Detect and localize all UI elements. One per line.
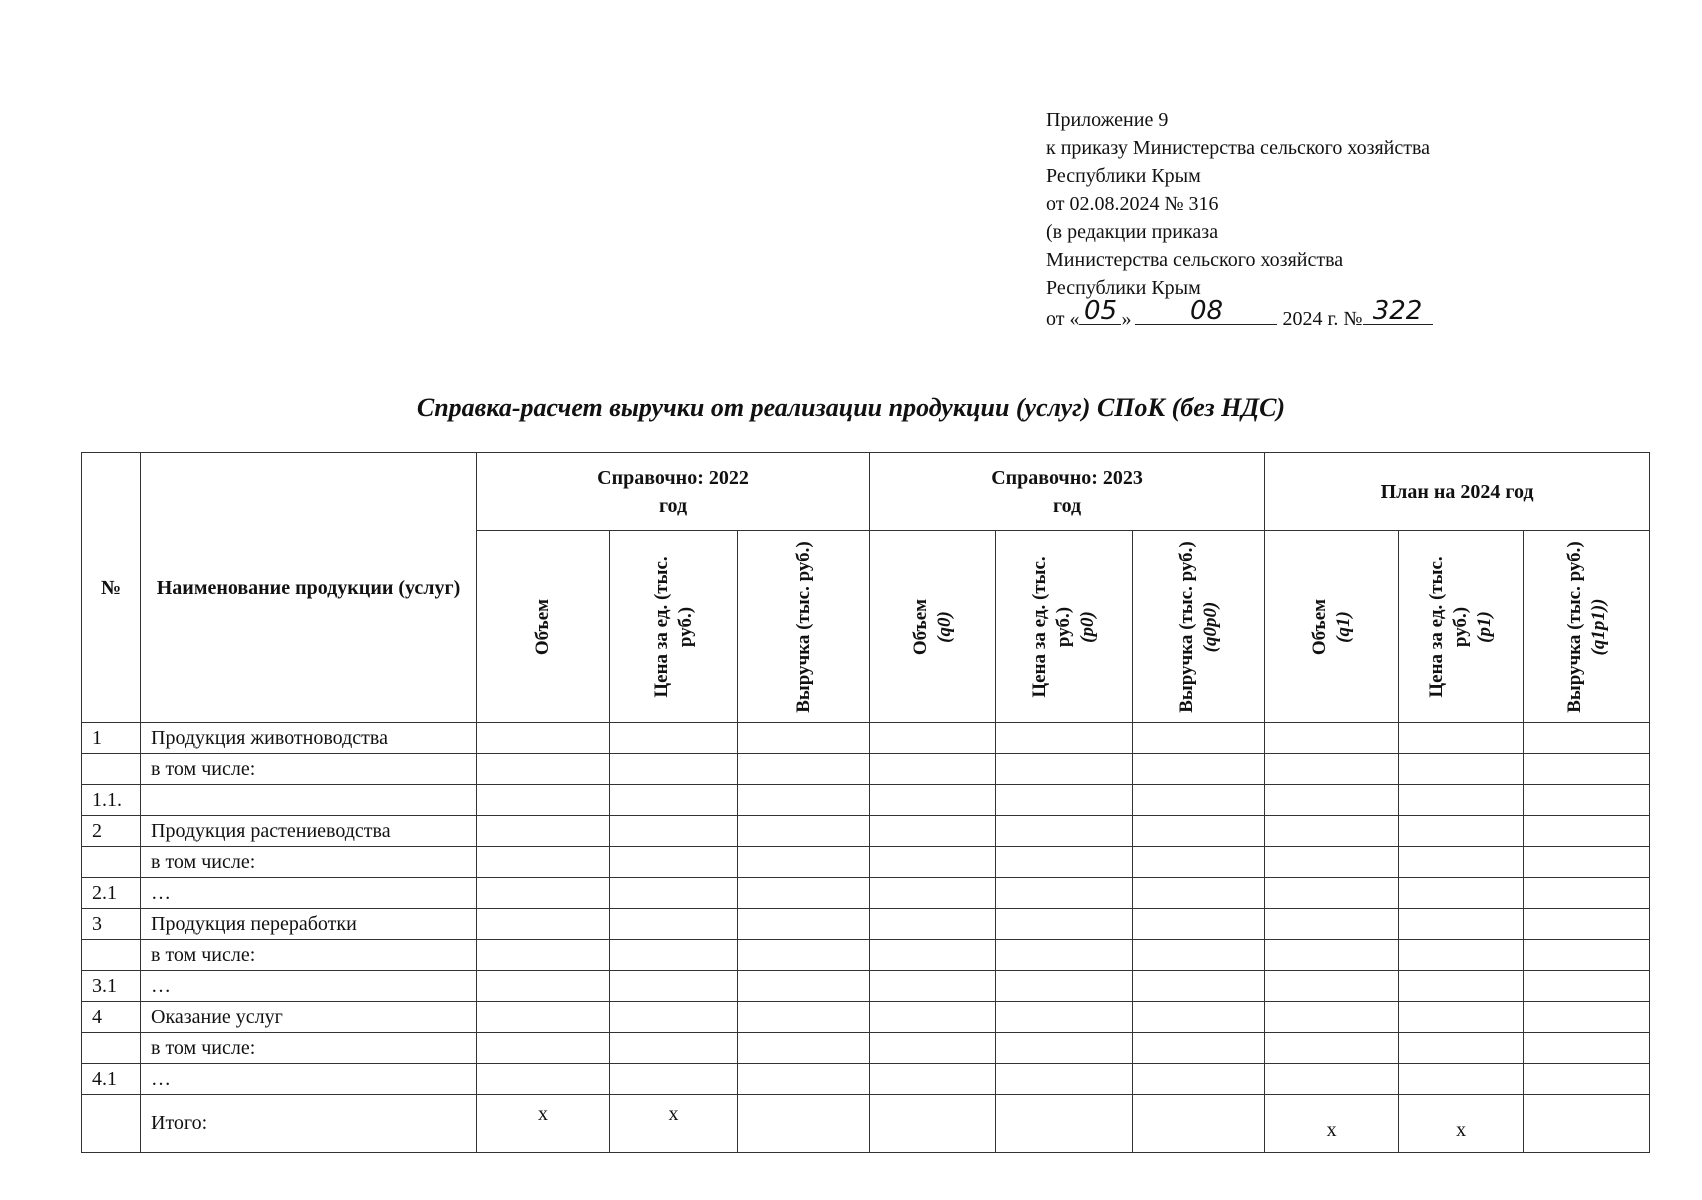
appendix-line: Министерства сельского хозяйства <box>1046 249 1344 271</box>
table-cell <box>870 940 996 971</box>
table-row <box>82 971 1650 1002</box>
subheader-cell <box>738 531 870 723</box>
total-number-cell <box>82 1095 141 1153</box>
row-name: в том числе: <box>141 847 477 878</box>
total-row <box>82 1095 1650 1153</box>
table-cell <box>477 940 610 971</box>
table-cell <box>738 723 870 754</box>
table-cell <box>477 816 610 847</box>
x-mark: х <box>477 1095 610 1153</box>
row-number: 2 <box>82 816 141 847</box>
group-header-2022: Справочно: 2022 год <box>477 453 870 531</box>
day-value: 05 <box>1083 296 1118 326</box>
table-cell <box>610 971 738 1002</box>
row-number: 4.1 <box>82 1064 141 1095</box>
table-cell <box>738 878 870 909</box>
subheader-volume-2022: Объем <box>532 598 553 655</box>
row-number: 1 <box>82 723 141 754</box>
table-cell <box>1524 1002 1650 1033</box>
table-cell <box>1399 723 1524 754</box>
date-year: 2024 г. № <box>1282 308 1363 330</box>
row-name: в том числе: <box>141 1033 477 1064</box>
x-mark: х <box>1265 1095 1399 1153</box>
row-number: 3 <box>82 909 141 940</box>
table-cell <box>738 816 870 847</box>
date-prefix: от « <box>1046 308 1080 330</box>
table-cell <box>1133 785 1265 816</box>
table-cell <box>1133 971 1265 1002</box>
handwritten-order-number <box>1363 296 1433 326</box>
row-number: 1.1. <box>82 785 141 816</box>
table-cell <box>1265 723 1399 754</box>
appendix-line: от 02.08.2024 № 316 <box>1046 193 1219 215</box>
symbol-p0: (p0) <box>1077 610 1099 643</box>
table-cell <box>610 1002 738 1033</box>
row-name: в том числе: <box>141 754 477 785</box>
table-cell <box>996 1095 1133 1153</box>
table-cell <box>1265 1033 1399 1064</box>
table-cell <box>1265 878 1399 909</box>
document-title: Справка-расчет выручки от реализации продукции (услуг) СПоК (без НДС) <box>416 393 1286 422</box>
table-cell <box>738 1064 870 1095</box>
table-cell <box>870 816 996 847</box>
table-cell <box>477 878 610 909</box>
handwritten-month <box>1135 296 1277 326</box>
table-cell <box>996 971 1133 1002</box>
symbol-q1p1: (q1p1)) <box>1587 598 1609 655</box>
table-cell <box>1399 940 1524 971</box>
table-row <box>82 723 1650 754</box>
table-cell <box>1399 847 1524 878</box>
table-cell <box>738 1095 870 1153</box>
table-cell <box>1524 723 1650 754</box>
subheader-cell <box>1265 531 1399 723</box>
table-row <box>82 785 1650 816</box>
table-cell <box>610 1064 738 1095</box>
table-cell <box>477 971 610 1002</box>
row-name: Продукция растениеводства <box>141 816 477 847</box>
table-cell <box>1524 1064 1650 1095</box>
table-cell <box>1265 909 1399 940</box>
table-cell <box>1524 940 1650 971</box>
row-name: в том числе: <box>141 940 477 971</box>
col-header-name: Наименование продукции (услуг) <box>141 453 477 723</box>
appendix-line: к приказу Министерства сельского хозяйства <box>1046 137 1431 159</box>
table-cell <box>996 785 1133 816</box>
table-cell <box>477 754 610 785</box>
table-cell <box>996 754 1133 785</box>
subheader-price-2023: Цена за ед. (тыс. руб.) <box>1029 555 1075 698</box>
subheader-cell <box>610 531 738 723</box>
table-cell <box>1265 1002 1399 1033</box>
subheader-price-2022: Цена за ед. (тыс. руб.) <box>650 555 696 698</box>
table-cell <box>1133 940 1265 971</box>
table-cell <box>870 1064 996 1095</box>
table-row <box>82 909 1650 940</box>
row-name: Продукция животноводства <box>141 723 477 754</box>
table-cell <box>1399 1033 1524 1064</box>
table-cell <box>870 1095 996 1153</box>
row-name: … <box>141 878 477 909</box>
order-date-line <box>1046 296 1606 333</box>
appendix-line: Республики Крым <box>1046 277 1201 299</box>
table-cell <box>1524 971 1650 1002</box>
table-cell <box>870 723 996 754</box>
table-cell <box>610 940 738 971</box>
table-cell <box>1265 971 1399 1002</box>
table-cell <box>610 785 738 816</box>
table-cell <box>996 1033 1133 1064</box>
table-cell <box>477 847 610 878</box>
table-cell <box>996 816 1133 847</box>
table-cell <box>1133 723 1265 754</box>
subheader-cell <box>1524 531 1650 723</box>
table-row <box>82 1033 1650 1064</box>
subheader-revenue-2023: Выручка (тыс. руб.) <box>1175 540 1197 713</box>
handwritten-day <box>1079 296 1121 326</box>
table-cell <box>477 909 610 940</box>
table-cell <box>996 940 1133 971</box>
month-value: 08 <box>1189 296 1224 326</box>
row-name: … <box>141 1064 477 1095</box>
table-row <box>82 878 1650 909</box>
table-cell <box>738 785 870 816</box>
table-row <box>82 1002 1650 1033</box>
table-cell <box>477 1064 610 1095</box>
table-cell <box>1133 1002 1265 1033</box>
header-row-groups <box>82 453 1650 531</box>
table-cell <box>1265 847 1399 878</box>
table-cell <box>1265 785 1399 816</box>
table-cell <box>738 940 870 971</box>
row-number: 3.1 <box>82 971 141 1002</box>
table-row <box>82 1064 1650 1095</box>
subheader-price-plan: Цена за ед. (тыс. руб.) <box>1426 555 1472 698</box>
table-cell <box>1265 940 1399 971</box>
table-cell <box>1265 816 1399 847</box>
table-cell <box>610 1033 738 1064</box>
table-cell <box>1133 1095 1265 1153</box>
subheader-cell <box>1133 531 1265 723</box>
subheader-revenue-2022: Выручка (тыс. руб.) <box>792 540 814 713</box>
table-cell <box>1399 785 1524 816</box>
table-row <box>82 754 1650 785</box>
row-number <box>82 940 141 971</box>
table-cell <box>738 971 870 1002</box>
table-cell <box>1399 1002 1524 1033</box>
row-number: 4 <box>82 1002 141 1033</box>
table-cell <box>738 909 870 940</box>
date-quote-close: » <box>1121 308 1132 330</box>
appendix-line: Республики Крым <box>1046 165 1201 187</box>
subheader-cell <box>477 531 610 723</box>
table-cell <box>870 785 996 816</box>
row-name <box>141 785 477 816</box>
table-cell <box>610 878 738 909</box>
subheader-volume-2023: Объем <box>909 598 931 655</box>
col-header-number: № <box>82 453 141 723</box>
table-cell <box>870 754 996 785</box>
table-cell <box>1399 754 1524 785</box>
table-cell <box>610 909 738 940</box>
table-cell <box>870 1002 996 1033</box>
subheader-cell <box>996 531 1133 723</box>
row-name: … <box>141 971 477 1002</box>
table-cell <box>738 754 870 785</box>
x-mark: х <box>1399 1095 1524 1153</box>
table-cell <box>996 1002 1133 1033</box>
table-cell <box>738 1002 870 1033</box>
table-cell <box>1524 1033 1650 1064</box>
table-cell <box>870 909 996 940</box>
symbol-q0p0: (q0p0) <box>1199 601 1221 652</box>
table-cell <box>1399 971 1524 1002</box>
appendix-line: Приложение 9 <box>1046 109 1169 131</box>
table-row <box>82 940 1650 971</box>
table-cell <box>870 847 996 878</box>
table-cell <box>1524 785 1650 816</box>
table-cell <box>1133 1064 1265 1095</box>
appendix-line: (в редакции приказа <box>1046 221 1219 243</box>
table-cell <box>477 785 610 816</box>
revenue-table <box>81 452 1650 1153</box>
row-number <box>82 1033 141 1064</box>
table-cell <box>996 1064 1133 1095</box>
subheader-cell <box>1399 531 1524 723</box>
table-cell <box>1265 1064 1399 1095</box>
table-cell <box>738 847 870 878</box>
table-cell <box>1524 1095 1650 1153</box>
table-cell <box>1524 754 1650 785</box>
row-number <box>82 754 141 785</box>
table-cell <box>1133 816 1265 847</box>
subheader-volume-plan: Объем <box>1308 598 1330 655</box>
table-cell <box>1524 909 1650 940</box>
group-header-2023: Справочно: 2023 год <box>870 453 1265 531</box>
table-cell <box>477 1033 610 1064</box>
symbol-q1: (q1) <box>1332 610 1354 643</box>
group-header-plan-2024: План на 2024 год <box>1265 453 1650 531</box>
row-name: Продукция переработки <box>141 909 477 940</box>
table-cell <box>1399 816 1524 847</box>
table-cell <box>1399 878 1524 909</box>
symbol-q0: (q0) <box>933 610 955 643</box>
table-cell <box>1399 909 1524 940</box>
table-cell <box>610 847 738 878</box>
table-cell <box>870 878 996 909</box>
table-cell <box>1524 847 1650 878</box>
appendix-block <box>1046 106 1606 333</box>
table-row <box>82 847 1650 878</box>
table-cell <box>996 723 1133 754</box>
subheader-revenue-plan: Выручка (тыс. руб.) <box>1563 540 1585 713</box>
table-cell <box>1399 1064 1524 1095</box>
table-cell <box>1133 909 1265 940</box>
table-cell <box>996 847 1133 878</box>
table-cell <box>477 723 610 754</box>
row-name: Оказание услуг <box>141 1002 477 1033</box>
table-cell <box>738 1033 870 1064</box>
row-number <box>82 847 141 878</box>
table-row <box>82 816 1650 847</box>
symbol-p1: (p1) <box>1474 610 1496 643</box>
table-cell <box>870 971 996 1002</box>
table-cell <box>1133 1033 1265 1064</box>
total-label: Итого: <box>141 1095 477 1153</box>
subheader-cell <box>870 531 996 723</box>
table-cell <box>1524 816 1650 847</box>
table-cell <box>1133 754 1265 785</box>
x-mark: х <box>610 1095 738 1153</box>
table-cell <box>1133 878 1265 909</box>
table-cell <box>610 754 738 785</box>
table-cell <box>996 878 1133 909</box>
row-number: 2.1 <box>82 878 141 909</box>
table-cell <box>610 723 738 754</box>
table-cell <box>1265 754 1399 785</box>
table-cell <box>1524 878 1650 909</box>
table-cell <box>1133 847 1265 878</box>
table-cell <box>996 909 1133 940</box>
table-cell <box>477 1002 610 1033</box>
order-number-value: 322 <box>1372 296 1423 326</box>
table-cell <box>610 816 738 847</box>
table-cell <box>870 1033 996 1064</box>
